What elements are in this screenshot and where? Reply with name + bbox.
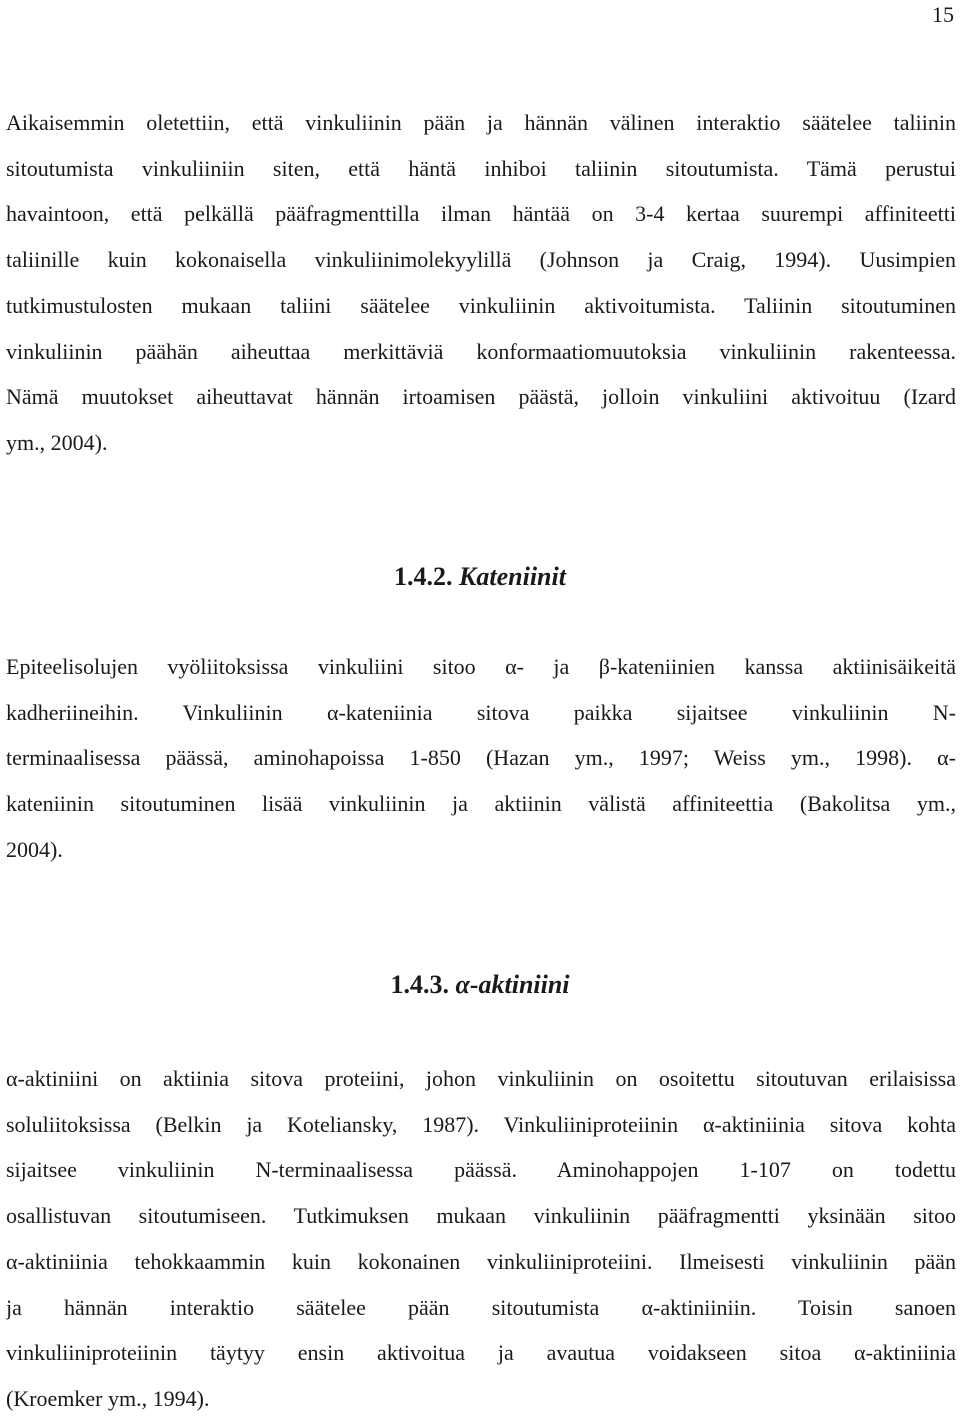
text-line: vinkuliiniproteiinin täytyy ensin aktivoitua ja avautua voidakseen sitoa α-aktiniinia — [6, 1340, 956, 1366]
text-line: (Kroemker ym., 1994). — [6, 1385, 210, 1411]
section-number: 1.4.2. — [394, 562, 453, 591]
paragraph-vinculin-talin — [6, 100, 956, 466]
text-line: Aikaisemmin oletettiin, että vinkuliinin pään ja hännän välinen interaktio säätelee taliinin — [6, 110, 956, 135]
text-line: taliinille kuin kokonaisella vinkuliinimolekyylillä (Johnson ja Craig, 1994). Uusimpien — [6, 247, 956, 273]
text-line: terminaalisessa päässä, aminohapoissa 1-850 (Hazan ym., 1997; Weiss ym., 1998). α- — [6, 745, 956, 771]
section-title: α-aktiniini — [455, 970, 570, 999]
text-line: kateniinin sitoutuminen lisää vinkuliinin ja aktiinin välistä affiniteettia (Bakolitsa ym., — [6, 791, 956, 817]
section-title: Kateniinit — [459, 562, 566, 591]
text-line: vinkuliinin päähän aiheuttaa merkittäviä konformaatiomuutoksia vinkuliinin rakenteessa. — [6, 338, 956, 364]
text-line: sitoutumista vinkuliiniin siten, että häntä inhiboi taliinin sitoutumista. Tämä perustui — [6, 155, 956, 181]
text-line: Epiteelisolujen vyöliitoksissa vinkuliini sitoo α- ja β-kateniinien kanssa aktiinisäikeitä — [6, 654, 956, 679]
text-line: 2004). — [6, 836, 63, 862]
text-line: Nämä muutokset aiheuttavat hännän irtoamisen päästä, jolloin vinkuliini aktivoituu (Izard — [6, 384, 956, 410]
text-line: soluliitoksissa (Belkin ja Koteliansky, 1987). Vinkuliiniproteiinin α-aktiniinia sitova kohta — [6, 1111, 956, 1137]
section-heading-kateniinit — [0, 562, 960, 592]
text-line: ym., 2004). — [6, 429, 108, 455]
text-line: α-aktiniini on aktiinia sitova proteiini, johon vinkuliinin on osoitettu sitoutuvan erilaisissa — [6, 1066, 956, 1091]
text-line: tutkimustulosten mukaan taliini säätelee vinkuliinin aktivoitumista. Taliinin sitoutuminen — [6, 292, 956, 318]
section-number: 1.4.3. — [390, 970, 449, 999]
text-line: α-aktiniinia tehokkaammin kuin kokonainen vinkuliiniproteiini. Ilmeisesti vinkuliinin pään — [6, 1248, 956, 1274]
text-line: sijaitsee vinkuliinin N-terminaalisessa päässä. Aminohappojen 1-107 on todettu — [6, 1157, 956, 1183]
text-line: havaintoon, että pelkällä pääfragmenttilla ilman häntää on 3-4 kertaa suurempi affiniteetti — [6, 201, 956, 227]
paragraph-kateniinit — [6, 644, 956, 873]
text-line: osallistuvan sitoutumiseen. Tutkimuksen mukaan vinkuliinin pääfragmentti yksinään sitoo — [6, 1203, 956, 1229]
paragraph-aktiniini — [6, 1056, 956, 1422]
section-heading-aktiniini — [0, 970, 960, 1000]
page-number: 15 — [932, 2, 954, 27]
text-line: kadheriineihin. Vinkuliinin α-kateniinia sitova paikka sijaitsee vinkuliinin N- — [6, 699, 956, 725]
text-line: ja hännän interaktio säätelee pään sitoutumista α-aktiniiniin. Toisin sanoen — [6, 1294, 956, 1320]
